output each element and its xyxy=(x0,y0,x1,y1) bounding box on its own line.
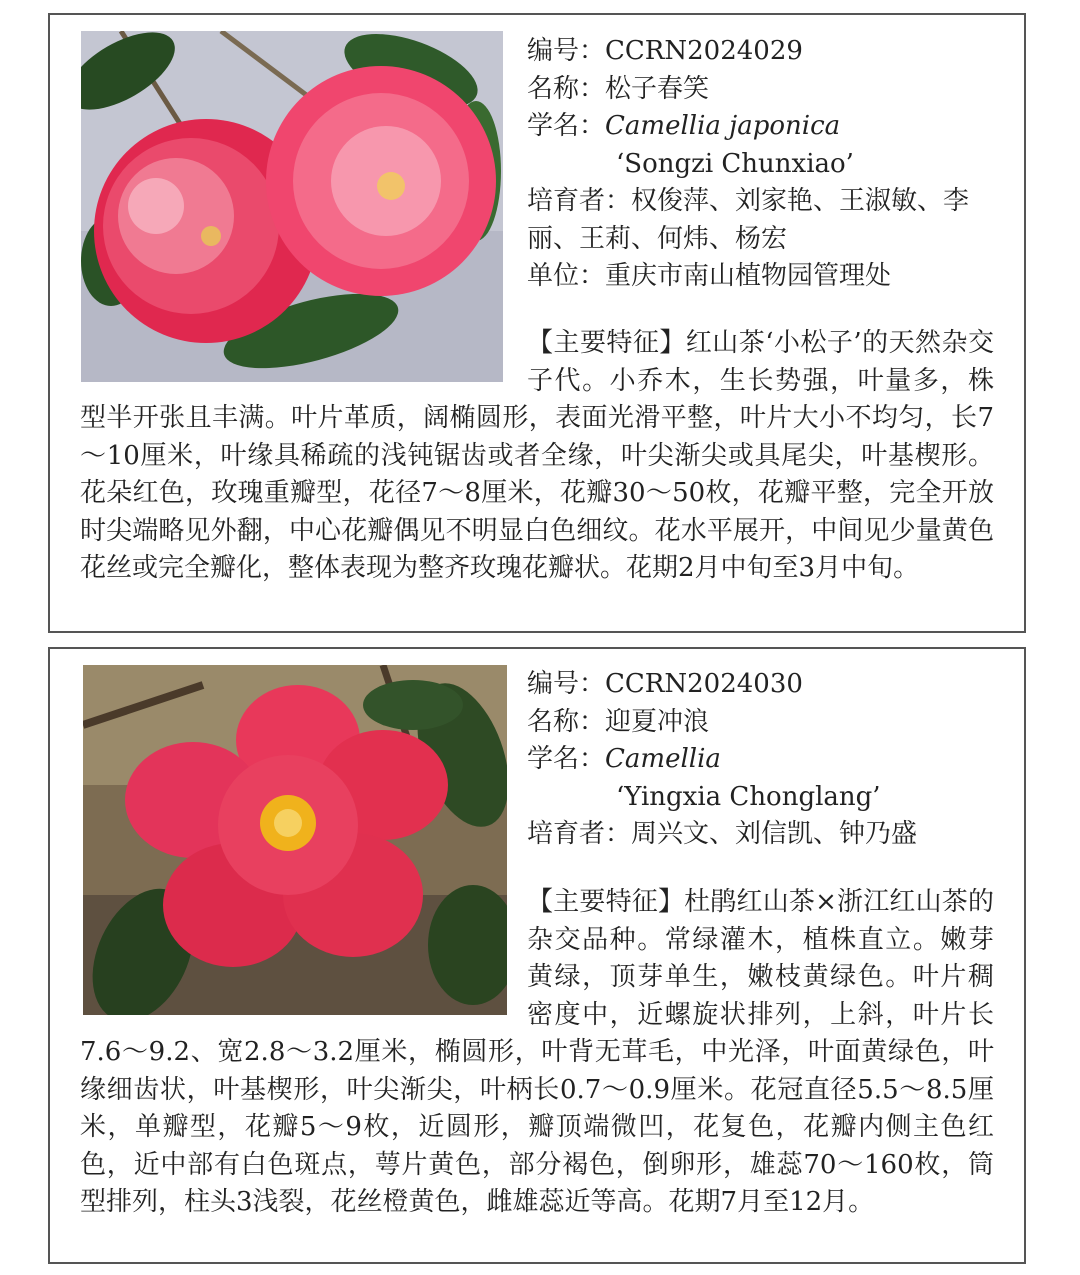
variety-card-1 xyxy=(48,13,1026,633)
scientific-name-row: 学名：Camellia japonica xyxy=(527,111,841,141)
code-value: CCRN2024029 xyxy=(605,36,803,66)
breeders-value: 权俊萍、刘家艳、王淑敏、李丽、王莉、何炜、杨宏 xyxy=(527,186,970,254)
breeder-row: 培育者：权俊萍、刘家艳、王淑敏、李丽、王莉、何炜、杨宏 xyxy=(527,186,970,254)
scientific-cultivar: ‘Songzi Chunxiao’ xyxy=(616,148,854,179)
code-row: 编号：CCRN2024029 xyxy=(527,36,803,66)
scientific-genus: Camellia xyxy=(605,744,721,774)
scientific-genus: Camellia japonica xyxy=(605,111,841,141)
feature-tag: 【主要特征】 xyxy=(527,328,686,358)
breeders-value: 周兴文、刘信凯、钟乃盛 xyxy=(631,819,918,849)
feature-description xyxy=(80,325,994,588)
name-row: 名称：松子春笑 xyxy=(527,73,710,104)
scientific-cultivar: ‘Yingxia Chonglang’ xyxy=(616,781,881,812)
variety-card-2 xyxy=(48,647,1026,1264)
variety-info xyxy=(527,33,1007,296)
code-value: CCRN2024030 xyxy=(605,669,803,699)
unit-value: 重庆市南山植物园管理处 xyxy=(605,261,892,291)
name-value: 松子春笑 xyxy=(605,73,710,104)
scientific-name-row: 学名：Camellia xyxy=(527,744,721,774)
feature-text: 杜鹃红山茶×浙江红山茶的杂交品种。常绿灌木，植株直立。嫩芽黄绿，顶芽单生，嫩枝黄绿色。叶片稠密度中，近螺旋状排列，上斜，叶片长7.6～9.2、宽2.8～3.2厘米，椭圆形，叶背无茸毛，中光泽，叶面黄绿色，叶缘细齿状，叶基楔形，叶尖渐尖，叶柄长0.7～0.9厘米。花冠直径5.5～8.5厘米，单瓣型，花瓣5～9枚，近圆形，瓣顶端微凹，花复色，花瓣内侧主色红色，近中部有白色斑点，萼片黄色，部分褐色，倒卵形，雄蕊70～160枚，筒型排列，柱头3浅裂，花丝橙黄色，雌雄蕊近等高。花期7月至12月。 xyxy=(80,887,994,1217)
feature-tag: 【主要特征】 xyxy=(527,887,685,917)
name-value: 迎夏冲浪 xyxy=(605,706,710,737)
code-row: 编号：CCRN2024030 xyxy=(527,669,803,699)
feature-description xyxy=(80,884,994,1222)
name-row: 名称：迎夏冲浪 xyxy=(527,706,710,737)
float-spacer xyxy=(80,325,527,392)
unit-row: 单位：重庆市南山植物园管理处 xyxy=(527,261,892,291)
variety-info xyxy=(527,666,1007,854)
float-spacer xyxy=(80,884,527,1034)
breeder-row: 培育者：周兴文、刘信凯、钟乃盛 xyxy=(527,819,918,849)
feature-text: 红山茶‘小松子’的天然杂交子代。小乔木，生长势强，叶量多，株型半开张且丰满。叶片革质，阔椭圆形，表面光滑平整，叶片大小不均匀，长7～10厘米，叶缘具稀疏的浅钝锯齿或者全缘，叶尖渐尖或具尾尖，叶基楔形。花朵红色，玫瑰重瓣型，花径7～8厘米，花瓣30～50枚，花瓣平整，完全开放时尖端略见外翻，中心花瓣偶见不明显白色细纹。花水平展开，中间见少量黄色花丝或完全瓣化，整体表现为整齐玫瑰花瓣状。花期2月中旬至3月中旬。 xyxy=(80,328,994,583)
